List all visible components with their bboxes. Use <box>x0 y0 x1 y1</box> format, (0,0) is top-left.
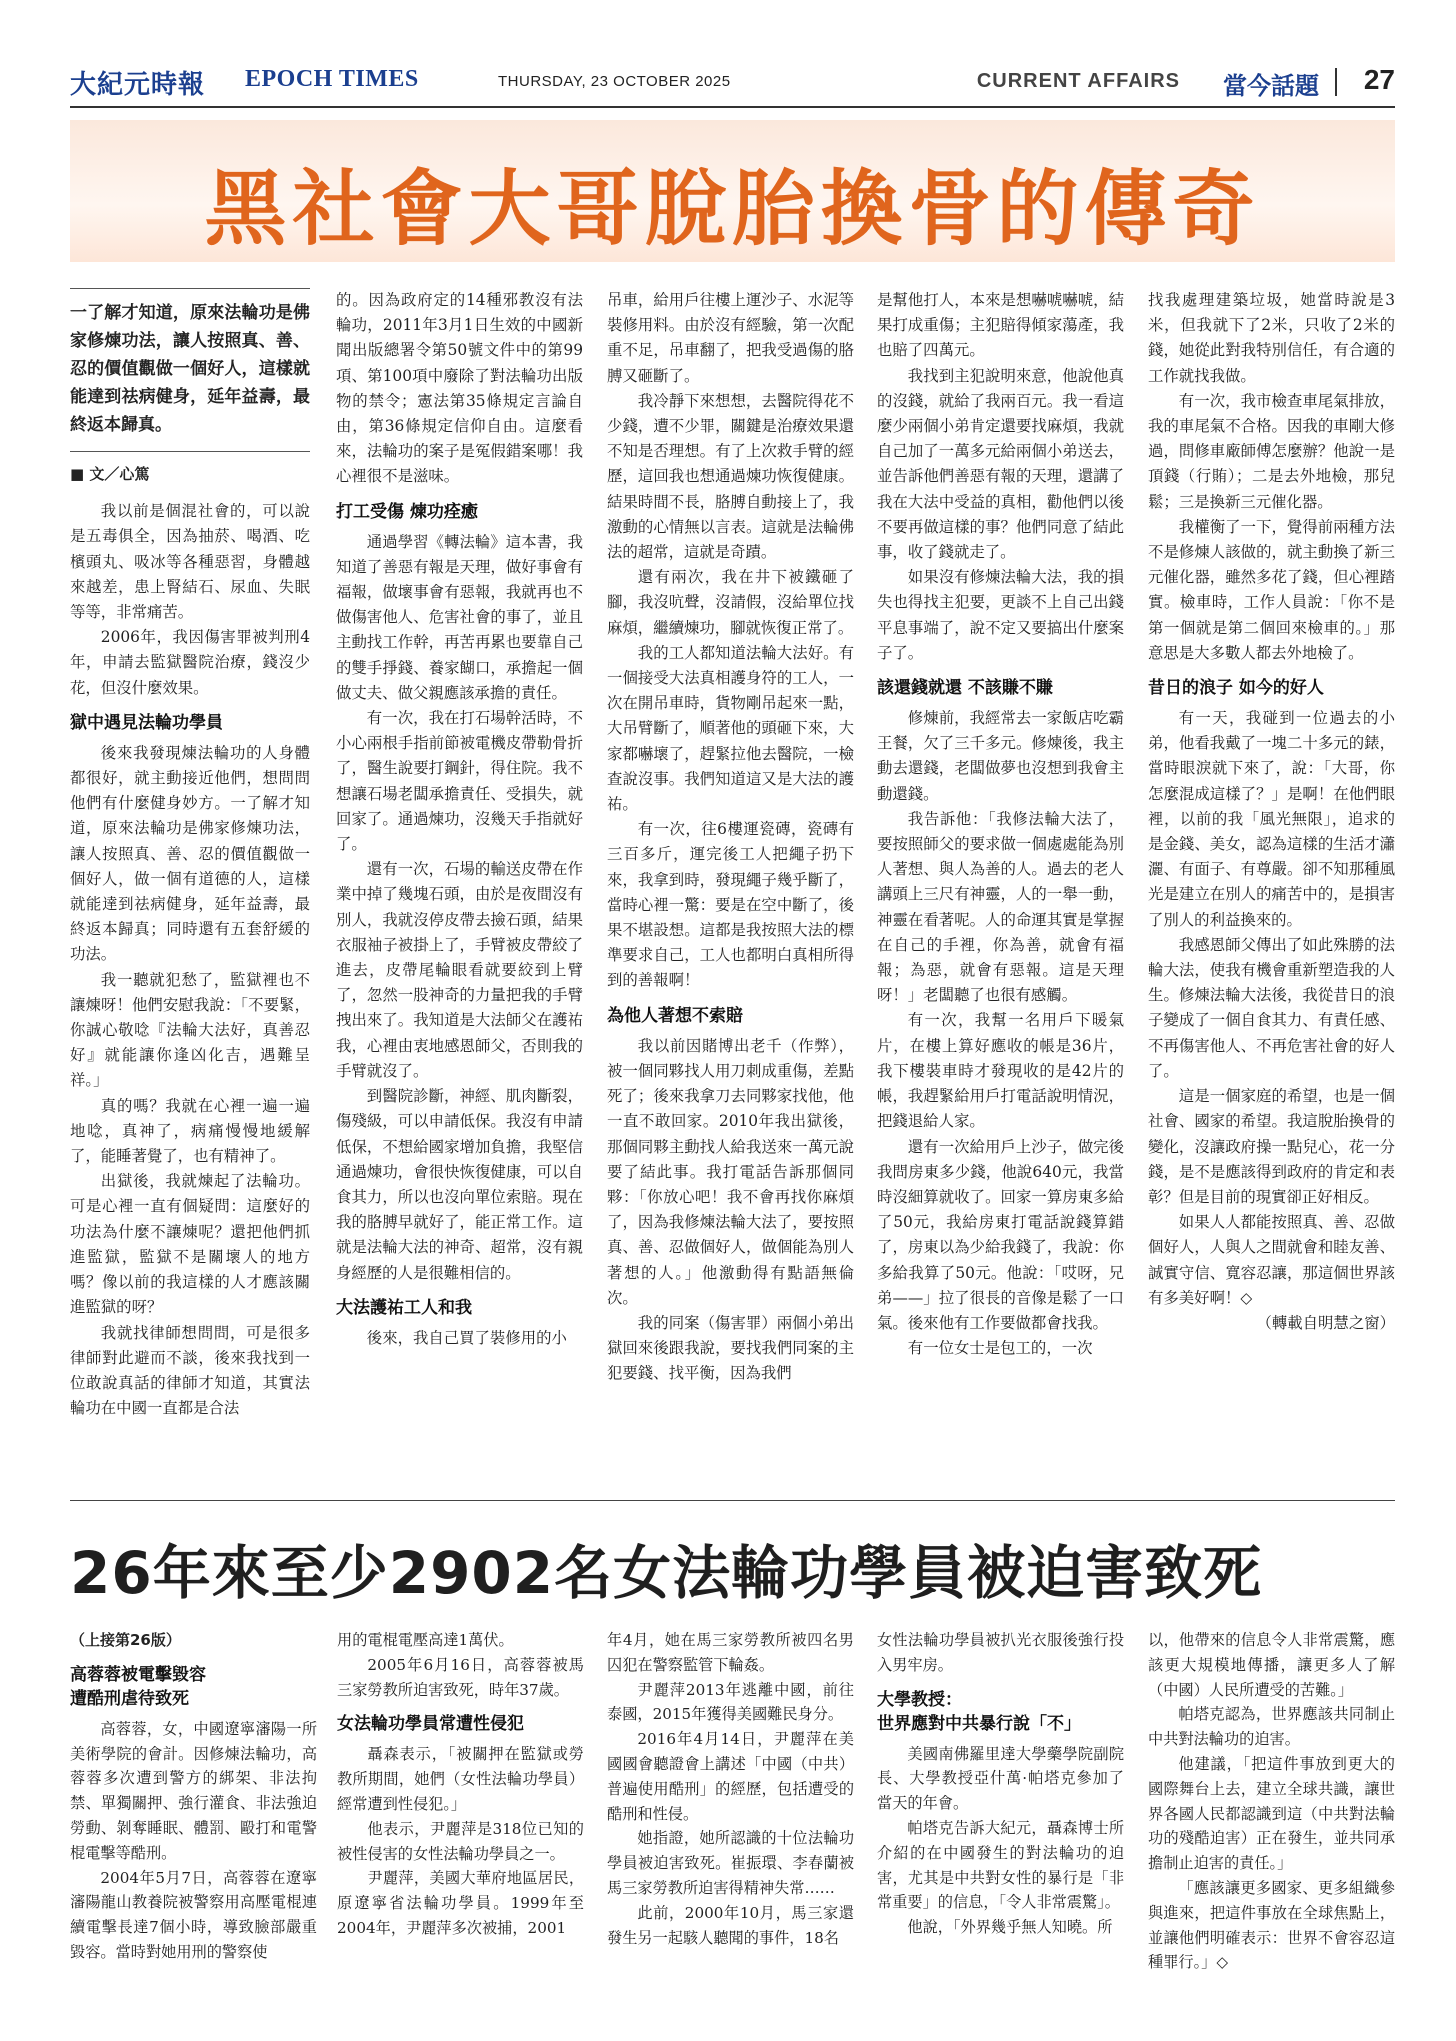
paragraph: 出獄後，我就煉起了法輪功。可是心裡一直有個疑問：這麼好的功法為什麼不讓煉呢？還把他們抓進監獄，監獄不是關壞人的地方嗎？像以前的我這樣的人才應該關進監獄的呀？ <box>70 1172 310 1317</box>
article1-title: 黑社會大哥脫胎換骨的傳奇 <box>204 162 1261 257</box>
issue-date: THURSDAY, 23 OCTOBER 2025 <box>498 73 731 90</box>
article2-column-4 <box>877 1628 1124 1940</box>
paragraph: 有一次，我在打石場幹活時，不小心兩根手指前節被電機皮帶勒骨折了，醫生說要打鋼針，得住院。我不想讓石場老闆承擔責任、受損失，就回家了。通過煉功，沒幾天手指就好了。 <box>336 709 583 854</box>
paragraph: 高蓉蓉，女，中國遼寧瀋陽一所美術學院的會計。因修煉法輪功，高蓉蓉多次遭到警方的綁架、非法拘禁、單獨關押、強行灌食、非法強迫勞動、剝奪睡眠、體罰、毆打和電警棍電擊等酷刑。 <box>70 1719 317 1862</box>
paragraph: 我權衡了一下，覺得前兩種方法不是修煉人該做的，就主動換了新三元催化器，雖然多花了錢，但心裡踏實。檢車時，工作人員說：「你不是第一個就是第二個回來檢車的。」那意思是大多數人都去外地檢了。 <box>1148 517 1395 662</box>
paragraph: 尹麗萍2013年逃離中國，前往泰國，2015年獲得美國難民身分。 <box>607 1680 854 1724</box>
paragraph: 有一位女士是包工的，一次 <box>907 1339 1093 1358</box>
paragraph: 我冷靜下來想想，去醫院得花不少錢，遭不少罪，關鍵是治療效果還不知是否理想。有了上次救手臂的經歷，這回我也想通過煉功恢復健康。結果時間不長，胳膊自動接上了，我激動的心情無以言表。這就是法輪佛法的超常，這就是奇蹟。 <box>607 391 854 562</box>
paragraph: 年4月，她在馬三家勞教所被四名男囚犯在警察監管下輪姦。 <box>607 1631 854 1674</box>
section-heading: 高蓉蓉被電擊毀容 <box>70 1664 206 1685</box>
paragraph: 如果人人都能按照真、善、忍做個好人，人與人之間就會和睦友善、誠實守信、寬容忍讓，那這個世界該有多美好啊！◇ <box>1148 1213 1395 1307</box>
paragraph: 她指證，她所認識的十位法輪功學員被迫害致死。崔振環、李春蘭被馬三家勞教所迫害得精神失常…… <box>607 1829 854 1897</box>
paragraph: 如果沒有修煉法輪大法，我的損失也得找主犯要，更談不上自己出錢平息事端了，說不定又要搞出什麼案子了。 <box>877 568 1124 662</box>
header-rule <box>70 106 1395 108</box>
paragraph: 他建議，「把這件事放到更大的國際舞台上去，建立全球共識，讓世界各國人民都認識到這（中共對法輪功的殘酷迫害）正在發生，並共同承擔制止迫害的責任。」 <box>1148 1754 1395 1873</box>
paragraph: 我的工人都知道法輪大法好。有一個接受大法真相護身符的工人，一次在開吊車時，貨物剛吊起來一點，大吊臂斷了，順著他的頭砸下來，大家都嚇壞了，趕緊拉他去醫院，一檢查說沒事。我們知道這又是大法的護祐。 <box>607 643 854 814</box>
section-heading: 大法護祐工人和我 <box>336 1297 472 1318</box>
paragraph: 到醫院診斷，神經、肌肉斷裂，傷殘級，可以申請低保。我沒有申請低保，不想給國家增加負擔，我堅信通過煉功，會很快恢復健康，可以自食其力，所以也沒向單位索賠。現在我的胳膊早就好了，能正常工作。這就是法輪大法的神奇、超常，沒有親身經歷的人是很難相信的。 <box>336 1087 583 1282</box>
column-body <box>70 1663 317 1965</box>
page-number: 27 <box>1363 64 1395 95</box>
repost-source: （轉載自明慧之窗） <box>1256 1313 1395 1332</box>
paragraph: 我找到主犯說明來意，他說他真的沒錢，就給了我兩百元。我一看這麼少兩個小弟肯定還要找麻煩，我就自己加了一萬多元給兩個小弟送去，並告訴他們善惡有報的天理，還講了我在大法中受益的真相，勸他們以後不要再做這樣的事？他們同意了結此事，收了錢就走了。 <box>877 366 1124 562</box>
article2-rule <box>70 1500 1395 1501</box>
paragraph: 還有一次，石場的輸送皮帶在作業中掉了幾塊石頭，由於是夜間沒有別人，我就沒停皮帶去撿石頭，結果衣服袖子被掛上了，手臂被皮帶絞了進去，皮帶尾輪眼看就要絞到上臂了，忽然一股神奇的力量把我的手臂拽出來了。我知道是大法師父在護祐我，心裡由衷地感恩師父，否則我的手臂就沒了。 <box>336 860 583 1080</box>
paragraph: 還有兩次，我在井下被鐵砸了腳，我沒吭聲，沒請假，沒給單位找麻煩，繼續煉功，腳就恢復正常了。 <box>607 568 854 637</box>
paragraph: 2004年5月7日，高蓉蓉在遼寧瀋陽龍山教養院被警察用高壓電棍連續電擊長達7個小時，導致臉部嚴重毀容。當時對她用刑的警察使 <box>70 1868 317 1961</box>
column-body <box>336 288 583 1351</box>
page-header <box>70 62 1395 102</box>
paragraph: 後來，我自己買了裝修用的小 <box>366 1328 567 1347</box>
section-heading: 為他人著想不索賠 <box>607 1005 743 1026</box>
section-heading: 女法輪功學員常遭性侵犯 <box>337 1714 524 1735</box>
paragraph: 用的電棍電壓高達1萬伏。 <box>337 1631 514 1649</box>
paragraph: 2005年6月16日，高蓉蓉被馬三家勞教所迫害致死，時年37歲。 <box>337 1655 584 1699</box>
article2-title: 26年來至少2902名女法輪功學員被迫害致死 <box>70 1539 1263 1607</box>
paragraph: 帕塔克告訴大紀元，聶森博士所介紹的在中國發生的對法輪功的迫害，尤其是中共對女性的暴行是「非常重要」的信息，「令人非常震驚」。 <box>877 1818 1124 1912</box>
column-body <box>607 288 854 1387</box>
paragraph: 的。因為政府定的14種邪教沒有法輪功，2011年3月1日生效的中國新聞出版總署令第50號文件中的第99項、第100項中廢除了對法輪功出版物的禁令；憲法第35條規定言論自由，第36條規定信仰自由。這麼看來，法輪功的案子是冤假錯案哪！我心裡很不是滋味。 <box>336 291 583 486</box>
column-body <box>877 288 1124 1361</box>
article2-column-5 <box>1148 1628 1395 1975</box>
paragraph: 2006年，我因傷害罪被判刑4年，申請去監獄醫院治療，錢沒少花，但沒什麼效果。 <box>70 628 310 697</box>
section-heading: 昔日的浪子 如今的好人 <box>1148 678 1324 699</box>
article2-column-2 <box>337 1628 584 1941</box>
paragraph: 我以前因賭博出老千（作弊），被一個同夥找人用刀刺成重傷，差點死了；後來我拿刀去同夥家找他，他一直不敢回家。2010年我出獄後，那個同夥主動找人給我送來一萬元說要了結此事。我打電話告訴那個同夥：「你放心吧！我不會再找你麻煩了，因為我修煉法輪大法了，要按照真、善、忍做個好人，做個能為別人著想的人。」他激動得有點語無倫次。 <box>607 1036 854 1307</box>
logo-english: EPOCH TIMES <box>245 66 419 92</box>
lead-rule-bottom <box>70 451 310 452</box>
section-name-english: CURRENT AFFAIRS <box>976 70 1180 92</box>
section-heading: 打工受傷 煉功痊癒 <box>336 501 478 522</box>
paragraph: 有一次，我幫一名用戶下暖氣片，在樓上算好應收的帳是36片，我下樓裝車時才發現收的是42片的帳，我趕緊給用戶打電話說明情況，把錢退給人家。 <box>877 1011 1124 1131</box>
paragraph: 他表示，尹麗萍是318位已知的被性侵害的女性法輪功學員之一。 <box>337 1819 584 1863</box>
article1-column-4 <box>877 288 1124 1361</box>
column-body <box>877 1628 1124 1940</box>
paragraph: 此前，2000年10月，馬三家還發生另一起駭人聽聞的事件，18名 <box>607 1903 854 1947</box>
paragraph: 有一次，往6樓運瓷磚，瓷磚有三百多斤，運完後工人把繩子扔下來，我拿到時，發現繩子幾乎斷了，當時心裡一驚：要是在空中斷了，後果不堪設想。這都是我按照大法的標準要求自己，工人也都明白真相所得到的善報啊！ <box>607 820 854 990</box>
column-body <box>337 1628 584 1941</box>
paragraph: 是幫他打人，本來是想嚇唬嚇唬，結果打成重傷；主犯賠得傾家蕩產，我也賠了四萬元。 <box>877 291 1124 360</box>
paragraph: 我一聽就犯愁了，監獄裡也不讓煉呀！他們安慰我說：「不要緊，你誠心敬唸『法輪大法好，真善忍好』就能讓你逢凶化吉，遇難呈祥。」 <box>70 970 310 1090</box>
paragraph: 通過學習《轉法輪》這本書，我知道了善惡有報是天理，做好事會有福報，做壞事會有惡報，我就再也不做傷害他人、危害社會的事了，並且主動找工作幹，再苦再累也要靠自己的雙手掙錢、養家餬口，承擔起一個做丈夫、做父親應該承擔的責任。 <box>336 532 583 702</box>
article1-byline: ■ 文／心篤 <box>70 465 150 483</box>
paragraph: 尹麗萍，美國大華府地區居民，原遼寧省法輪功學員。1999年至2004年，尹麗萍多次被捕，2001 <box>337 1869 584 1937</box>
column-body <box>607 1628 854 1950</box>
section-name-chinese: 當今話題 <box>1223 72 1319 100</box>
paragraph: 帕塔克認為，世界應該共同制止中共對法輪功的迫害。 <box>1148 1705 1395 1749</box>
section-heading: 該還錢就還 不該賺不賺 <box>877 678 1053 699</box>
article1-column-1 <box>70 288 310 1421</box>
paragraph: 還有一次給用戶上沙子，做完後我問房東多少錢，他說640元，我當時沒細算就收了。回家一算房東多給了50元，我給房東打電話說錢算錯了，房東以為少給我錢了，我說：你多給我算了50元。他說：「哎呀，兄弟——」拉了很長的音像是鬆了一口氣。後來他有工作要做都會找我。 <box>877 1137 1124 1332</box>
paragraph: 修煉前，我經常去一家飯店吃霸王餐，欠了三千多元。修煉後，我主動去還錢，老闆做夢也沒想到我會主動還錢。 <box>877 709 1124 803</box>
paragraph: 有一天，我碰到一位過去的小弟，他看我戴了一塊二十多元的錶，當時眼淚就下來了，說：「大哥，你怎麼混成這樣了？」是啊！在他們眼裡，以前的我「風光無限」，追求的是金錢、美女，認為這樣的生活才瀟灑、有面子、有尊嚴。卻不知那種風光是建立在別人的痛苦中的，是損害了別人的利益換來的。 <box>1148 709 1395 929</box>
article1-column-5 <box>1148 288 1395 1336</box>
column-body <box>1148 1628 1395 1975</box>
paragraph: 美國南佛羅里達大學藥學院副院長、大學教授亞什萬·帕塔克參加了當天的年會。 <box>877 1744 1124 1813</box>
article1-lead: 一了解才知道，原來法輪功是佛家修煉功法，讓人按照真、善、忍的價值觀做一個好人，這樣就能達到祛病健身，延年益壽，最終返本歸真。 <box>70 303 310 435</box>
paragraph: 聶森表示，「被關押在監獄或勞教所期間，她們（女性法輪功學員）經常遭到性侵犯。」 <box>337 1745 584 1813</box>
article1-column-2 <box>336 288 583 1351</box>
paragraph: 真的嗎？我就在心裡一遍一遍地唸，真神了，病痛慢慢地緩解了，能睡著覺了，也有精神了。 <box>70 1096 310 1166</box>
paragraph: 我告訴他：「我修法輪大法了，要按照師父的要求做一個處處能為別人著想、與人為善的人。過去的老人講頭上三尺有神靈，人的一舉一動，神靈在看著呢。人的命運其實是掌握在自己的手裡，你為善，就會有福報；為惡，就會有惡報。這是天理呀！」老闆聽了也很有感觸。 <box>877 809 1124 1005</box>
paragraph: 2016年4月14日，尹麗萍在美國國會聽證會上講述「中國（中共）普遍使用酷刑」的經歷，包括遭受的酷刑和性侵。 <box>607 1730 854 1823</box>
continued-note: （上接第26版） <box>70 1631 181 1649</box>
paragraph: 我以前是個混社會的，可以說是五毒俱全，因為抽菸、喝酒、吃檳頭丸、吸冰等各種惡習，身體越來越差，患上腎結石、尿血、失眠等等，非常痛苦。 <box>70 502 310 622</box>
section-heading: 世界應對中共暴行說「不」 <box>877 1713 1081 1734</box>
article2-column-3 <box>607 1628 854 1950</box>
section-heading: 大學教授： <box>877 1689 962 1710</box>
paragraph: 他說，「外界幾乎無人知曉。所 <box>907 1918 1113 1937</box>
header-divider <box>1335 68 1337 96</box>
paragraph: 我就找律師想問問，可是很多律師對此避而不談，後來我找到一位敢說真話的律師才知道，其實法輪功在中國一直都是合法 <box>70 1323 310 1418</box>
lead-rule-top <box>70 288 310 289</box>
logo-chinese: 大紀元時報 <box>70 70 206 100</box>
paragraph: 我的同案（傷害罪）兩個小弟出獄回來後跟我說，要找我們同案的主犯要錢、找平衡，因為我們 <box>607 1313 854 1383</box>
paragraph: 找我處理建築垃圾，她當時說是3米，但我就下了2米，只收了2米的錢，她從此對我特別信任，有合適的工作就找我做。 <box>1148 291 1395 385</box>
paragraph: 後來我發現煉法輪功的人身體都很好，就主動接近他們，想問問他們有什麼健身妙方。一了解才知道，原來法輪功是佛家修煉功法，讓人按照真、善、忍的價值觀做一個好人，做一個有道德的人，這樣就能達到祛病健身，延年益壽，最終返本歸真；同時還有五套舒緩的功法。 <box>70 743 310 964</box>
paragraph: 這是一個家庭的希望，也是一個社會、國家的希望。我這脫胎換骨的變化，沒讓政府操一點兒心，花一分錢，是不是應該得到政府的肯定和表彰？但是目前的現實卻正好相反。 <box>1148 1087 1395 1206</box>
column-body <box>70 499 310 1421</box>
section-heading: 獄中遇見法輪功學員 <box>70 712 223 733</box>
article1-banner <box>70 120 1395 262</box>
paragraph: 「應該讓更多國家、更多組織參與進來，把這件事放在全球焦點上，並讓他們明確表示：世界不會容忍這種罪行。」◇ <box>1148 1878 1395 1972</box>
article2-column-1 <box>70 1628 317 1965</box>
section-heading: 遭酷刑虐待致死 <box>70 1688 189 1709</box>
column-body <box>1148 288 1395 1336</box>
paragraph: 我感恩師父傳出了如此殊勝的法輪大法，使我有機會重新塑造我的人生。修煉法輪大法後，我從昔日的浪子變成了一個自食其力、有責任感、不再傷害他人、不再危害社會的好人了。 <box>1148 935 1395 1080</box>
paragraph: 吊車，給用戶往樓上運沙子、水泥等裝修用料。由於沒有經驗，第一次配重不足，吊車翻了，把我受過傷的胳膊又砸斷了。 <box>607 291 854 385</box>
article1-column-3 <box>607 288 854 1387</box>
paragraph: 有一次，我市檢查車尾氣排放，我的車尾氣不合格。因我的車剛大修過，問修車廠師傅怎麼辦？他說一是頂錢（行賄）；二是去外地檢，那兒鬆；三是換新三元催化器。 <box>1148 391 1395 511</box>
paragraph: 以，他帶來的信息令人非常震驚，應該更大規模地傳播，讓更多人了解（中國）人民所遭受的苦難。」 <box>1148 1631 1395 1699</box>
paragraph: 女性法輪功學員被扒光衣服後強行投入男牢房。 <box>877 1631 1124 1674</box>
